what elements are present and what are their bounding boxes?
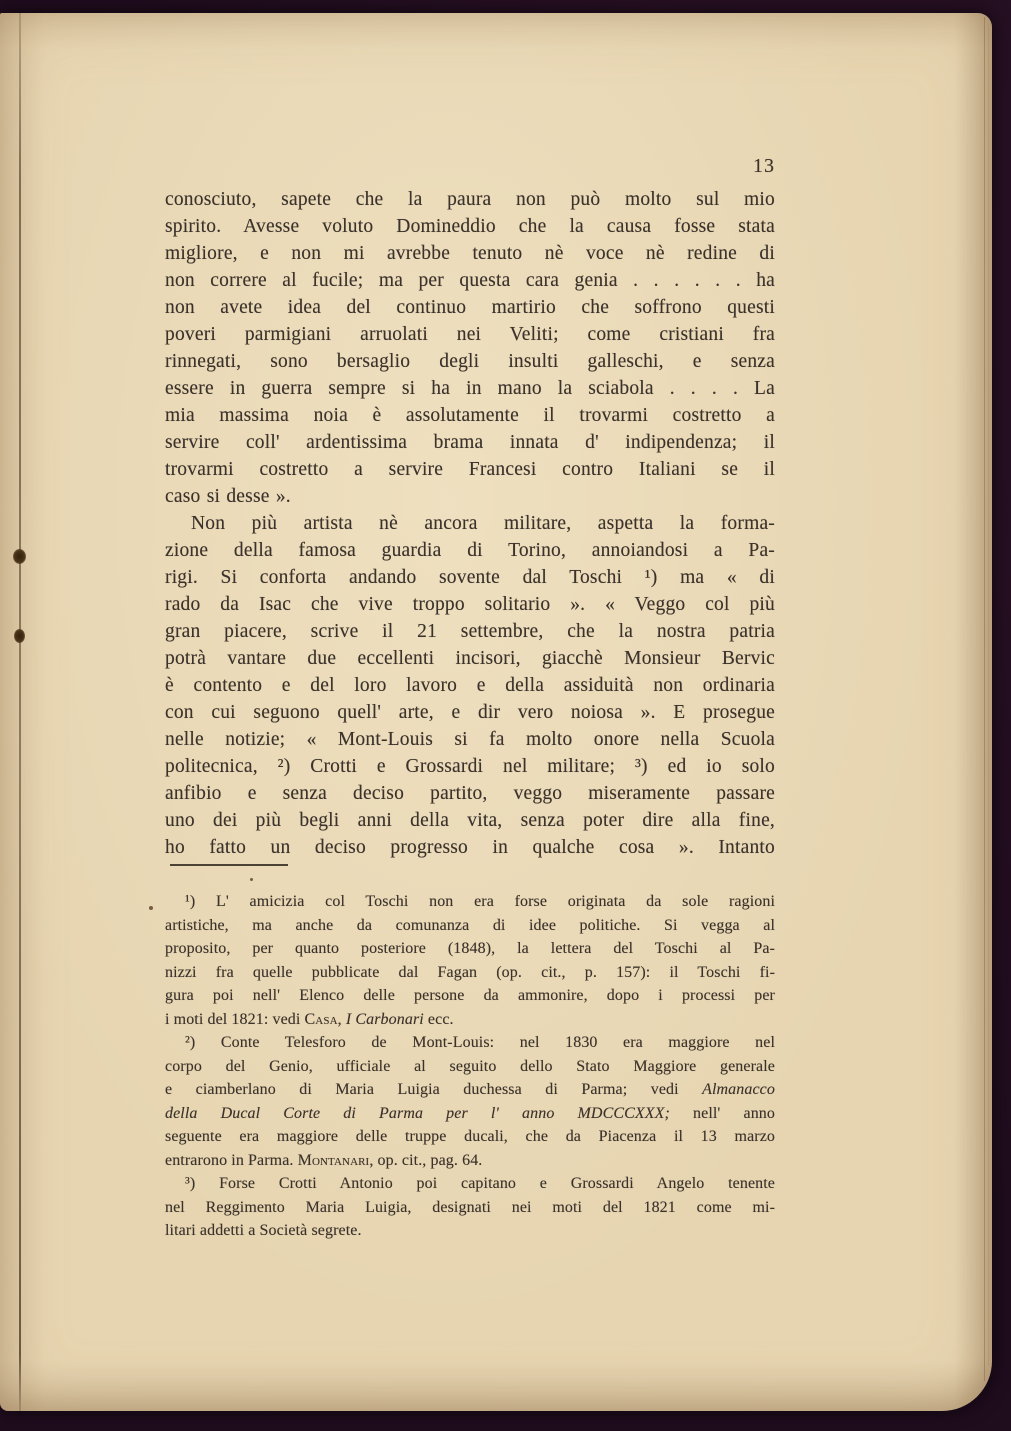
ink-blot (13, 549, 26, 564)
text-line: e ciamberlano di Maria Luigia duchessa di Parma; vedi Almanacco (165, 1081, 775, 1098)
text-line: trovarmi costretto a servire Francesi contro Italiani se il (165, 459, 775, 480)
text-line: Non più artista nè ancora militare, aspetta la forma- (191, 513, 775, 534)
text-line: uno dei più begli anni della vita, senza poter dire alla fine, (165, 810, 775, 831)
text-line: gran piacere, scrive il 21 settembre, che la nostra patria (165, 621, 775, 642)
text-line: nizzi fra quelle pubblicate dal Fagan (op. cit., p. 157): il Toschi fi- (165, 963, 775, 981)
page-stack-edge (988, 23, 989, 1365)
footnote-1 (165, 890, 775, 1031)
text-line: artistiche, ma anche da comunanza di idee politiche. Si vegga al (165, 916, 775, 934)
text-line: rado da Isac che vive troppo solitario ». « Veggo col più (165, 594, 775, 615)
text-line: nel Reggimento Maria Luigia, designati nei moti del 1821 come mi- (165, 1198, 775, 1216)
body-paragraph-2 (165, 510, 775, 861)
text-line: poveri parmigiani arruolati nei Veliti; come cristiani fra (165, 324, 775, 345)
text-line: ²) Conte Telesforo de Mont-Louis: nel 1830 era maggiore nel (185, 1034, 775, 1051)
text-line: conosciuto, sapete che la paura non può molto sul mio (165, 189, 775, 210)
text-line: ¹) L' amicizia col Toschi non era forse originata da sole ragioni (185, 893, 775, 910)
text-line: con cui seguono quell' arte, e dir vero noiosa ». E prosegue (165, 702, 775, 723)
text-line: non avete idea del continuo martirio che soffrono questi (165, 297, 775, 318)
text-line: seguente era maggiore delle truppe ducali, che da Piacenza il 13 marzo (165, 1128, 775, 1145)
footnote-separator-rule (170, 864, 288, 866)
text-line: proposito, per quanto posteriore (1848), la lettera del Toschi al Pa- (165, 940, 775, 957)
text-line: non correre al fucile; ma per questa cara genia . . . . . . ha (165, 270, 775, 291)
text-line: litari addetti a Società segrete. (165, 1222, 362, 1239)
text-line: è contento e del loro lavoro e della assiduità non ordinaria (165, 675, 775, 696)
book-page-sheet (0, 13, 992, 1411)
text-line: caso si desse ». (165, 486, 291, 507)
footnote-2 (165, 1031, 775, 1172)
text-line: potrà vantare due eccellenti incisori, giacchè Monsieur Bervic (165, 648, 775, 669)
text-line: spirito. Avesse voluto Domineddio che la causa fosse stata (165, 216, 775, 237)
text-line: gura poi nell' Elenco delle persone da ammonire, dopo i processi per (165, 987, 775, 1004)
text-line: mia massima noia è assolutamente il trovarmi costretto a (165, 405, 775, 426)
ink-blot (14, 629, 25, 643)
text-line: zione della famosa guardia di Torino, annoiandosi a Pa- (165, 540, 775, 561)
text-line: politecnica, ²) Crotti e Grossardi nel militare; ³) ed io solo (165, 756, 775, 777)
text-line: i moti del 1821: vedi Casa, I Carbonari ecc. (165, 1010, 454, 1028)
footnotes-section (165, 890, 775, 1243)
text-line: ho fatto un deciso progresso in qualche cosa ». Intanto (165, 837, 775, 858)
text-line: corpo del Genio, ufficiale al seguito dello Stato Maggiore generale (165, 1057, 775, 1075)
page-number: 13 (753, 155, 775, 177)
text-line: rigi. Si conforta andando sovente dal Toschi ¹) ma « di (165, 567, 775, 588)
body-paragraph-1 (165, 186, 775, 510)
text-line: rinnegati, sono bersaglio degli insulti galleschi, e senza (165, 351, 775, 372)
text-line: servire coll' ardentissima brama innata d' indipendenza; il (165, 432, 775, 453)
ink-speck (250, 878, 253, 881)
text-line: della Ducal Corte di Parma per l' anno MDCCCXXX; nell' anno (165, 1104, 775, 1122)
text-line: nelle notizie; « Mont-Louis si fa molto onore nella Scuola (165, 729, 775, 750)
text-line: migliore, e non mi avrebbe tenuto nè voce nè redine di (165, 243, 775, 264)
text-line: entrarono in Parma. Montanari, op. cit., pag. 64. (165, 1151, 483, 1169)
ink-speck (149, 906, 153, 910)
footnote-3 (165, 1172, 775, 1243)
gutter-crease-line (19, 13, 21, 1411)
text-line: anfibio e senza deciso partito, veggo miseramente passare (165, 783, 775, 804)
body-text (165, 186, 775, 861)
text-line: essere in guerra sempre si ha in mano la sciabola . . . . La (165, 378, 775, 399)
text-line: ³) Forse Crotti Antonio poi capitano e Grossardi Angelo tenente (185, 1175, 775, 1192)
page-stack-edge (984, 17, 985, 1381)
